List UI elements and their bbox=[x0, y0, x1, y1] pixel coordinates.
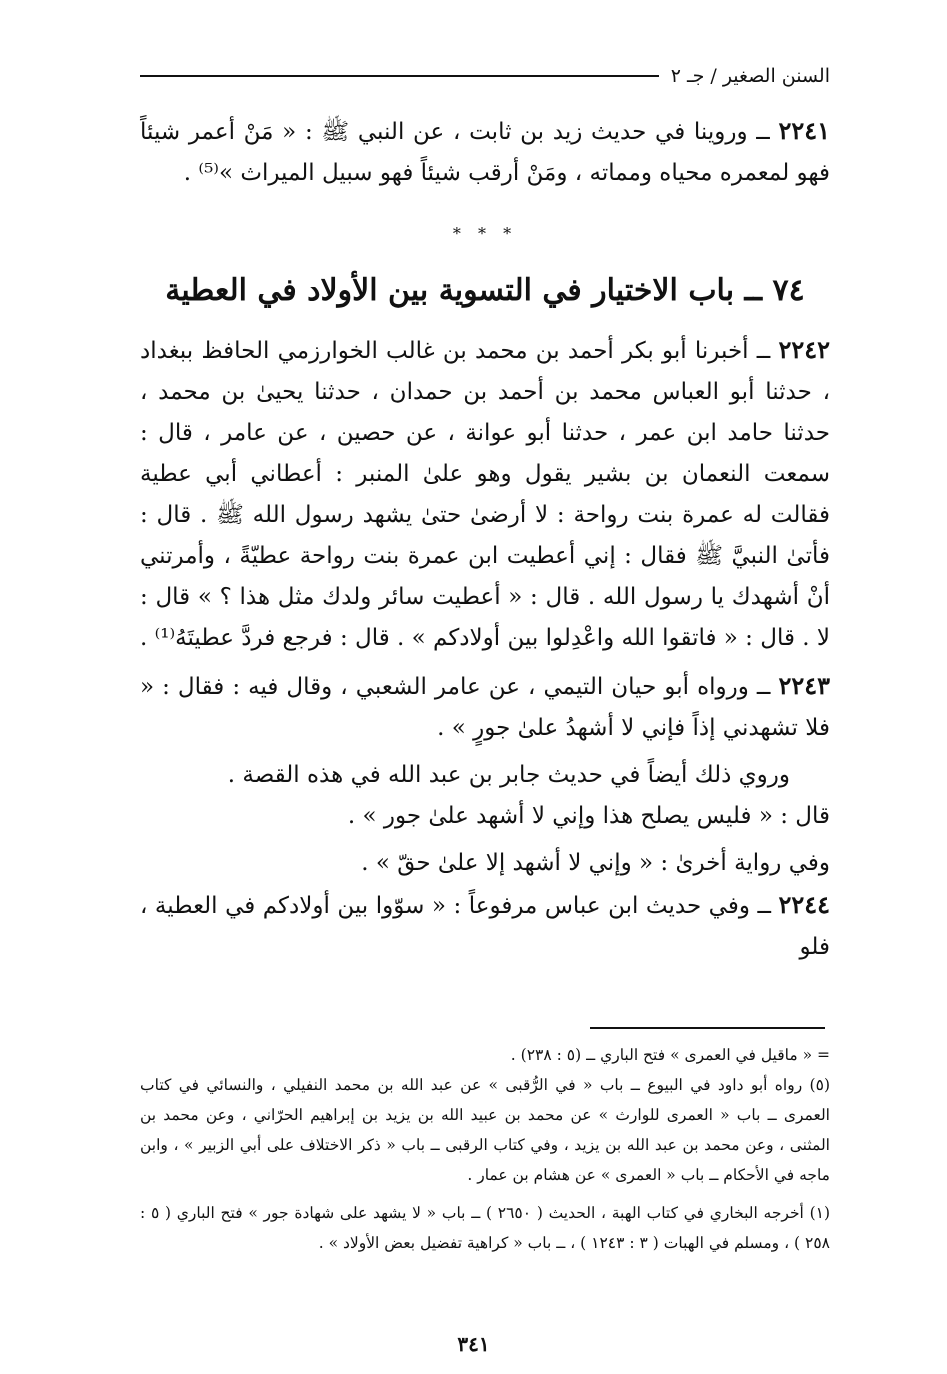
footnote-5: (٥) رواه أبو داود في البيوع ــ باب « في الرُّقبى » عن عبد الله بن محمد النفيلي ، والنسائي في كتاب العمرى ــ باب « العمرى للوارث » عن محمد بن عبيد الله بن يزيد بن إبراهيم الحرّاني ، وعن محمد بن المثنى ، وعن محمد بن عبد الله بن يزيد ، وفي كتاب الرقبى ــ باب « ذكر الاختلاف على أبي الزبير » ، وابن ماجه في الأحكام ــ باب « العمرى » عن هشام بن عمار . bbox=[140, 1076, 830, 1184]
hadith-text: ــ أخبرنا أبو بكر أحمد بن محمد بن غالب الخوارزمي الحافظ ببغداد ، حدثنا أبو العباس محمد بن أحمد بن حمدان ، حدثنا يحيىٰ بن محمد ، حدثنا حامد ابن عمر ، حدثنا أبو عوانة ، عن حصين ، عن عامر ، قال : سمعت النعمان بن بشير يقول وهو علىٰ المنبر : أعطاني أبي عطية فقالت له عمرة بنت رواحة : لا أرضىٰ حتىٰ يشهد رسول الله ﷺ . قال : فأتىٰ النبيَّ ﷺ فقال : إني أعطيت ابن عمرة بنت رواحة عطيّةً ، وأمرتني أنْ أشهدك يا رسول الله . قال : « أعطيت سائر ولدك مثل هذا ؟ » قال : لا . قال : « فاتقوا الله واعْدِلوا بين أولادكم » . قال : فرجع فردَّ عطيتَهُ⁽¹⁾ . bbox=[139, 338, 830, 651]
hadith-2243 bbox=[140, 665, 830, 749]
page-number: ٣٤١ bbox=[457, 1332, 490, 1356]
header-rule bbox=[140, 75, 659, 77]
paragraph-rowiya: وروي ذلك أيضاً في حديث جابر بن عبد الله في هذه القصة . bbox=[227, 762, 790, 788]
chapter-title: ٧٤ ــ باب الاختيار في التسوية بين الأولاد في العطية bbox=[165, 273, 805, 308]
hadith-number: ٢٢٤٣ bbox=[778, 671, 830, 700]
hadith-number: ٢٢٤١ bbox=[778, 116, 830, 145]
footnote-1: (١) أخرجه البخاري في كتاب الهبة ، الحديث ( ٢٦٥٠ ) ــ باب « لا يشهد على شهادة جور » فتح الباري ( ٥ : ٢٥٨ ) ، ومسلم في الهبات ( ٣ : ١٢٤٣ ) ، ــ باب « كراهية تفضيل بعض الأولاد » . bbox=[140, 1204, 831, 1252]
hadith-2241 bbox=[140, 110, 830, 194]
paragraph-riwaya-ukhra: وفي رواية أخرىٰ : « وإني لا أشهد إلا علىٰ حقّ » . bbox=[361, 850, 830, 876]
section-separator: * * * bbox=[452, 224, 518, 243]
footnote-continuation: = « ماقيل في العمرى » فتح الباري ــ (٥ : ٢٣٨) . bbox=[510, 1046, 830, 1064]
hadith-text: ــ وفي حديث ابن عباس مرفوعاً : « سوّوا بين أولادكم في العطية ، فلو bbox=[140, 893, 830, 960]
main-text bbox=[140, 110, 830, 968]
hadith-2244 bbox=[140, 884, 830, 968]
hadith-number: ٢٢٤٢ bbox=[778, 335, 830, 364]
paragraph-qala: قال : « فليس يصلح هذا وإني لا أشهد علىٰ جور » . bbox=[347, 803, 830, 829]
footnote-rule bbox=[590, 1027, 825, 1029]
hadith-2242 bbox=[140, 329, 830, 659]
hadith-number: ٢٢٤٤ bbox=[778, 890, 830, 919]
hadith-text: ــ وروينا في حديث زيد بن ثابت ، عن النبي ﷺ : « مَنْ أعمر شيئاً فهو لمعمره محياه ومماته ، ومَنْ أرقب شيئاً فهو سبيل الميراث »⁽⁵⁾ . bbox=[140, 119, 830, 186]
hadith-text: ــ ورواه أبو حيان التيمي ، عن عامر الشعبي ، وقال فيه : فقال : « فلا تشهدني إذاً فإني لا أشهدُ علىٰ جورٍ » . bbox=[140, 674, 830, 741]
footnotes bbox=[140, 1040, 830, 1258]
running-title: السنن الصغير / جـ ٢ bbox=[670, 65, 830, 87]
page-header bbox=[140, 62, 830, 90]
